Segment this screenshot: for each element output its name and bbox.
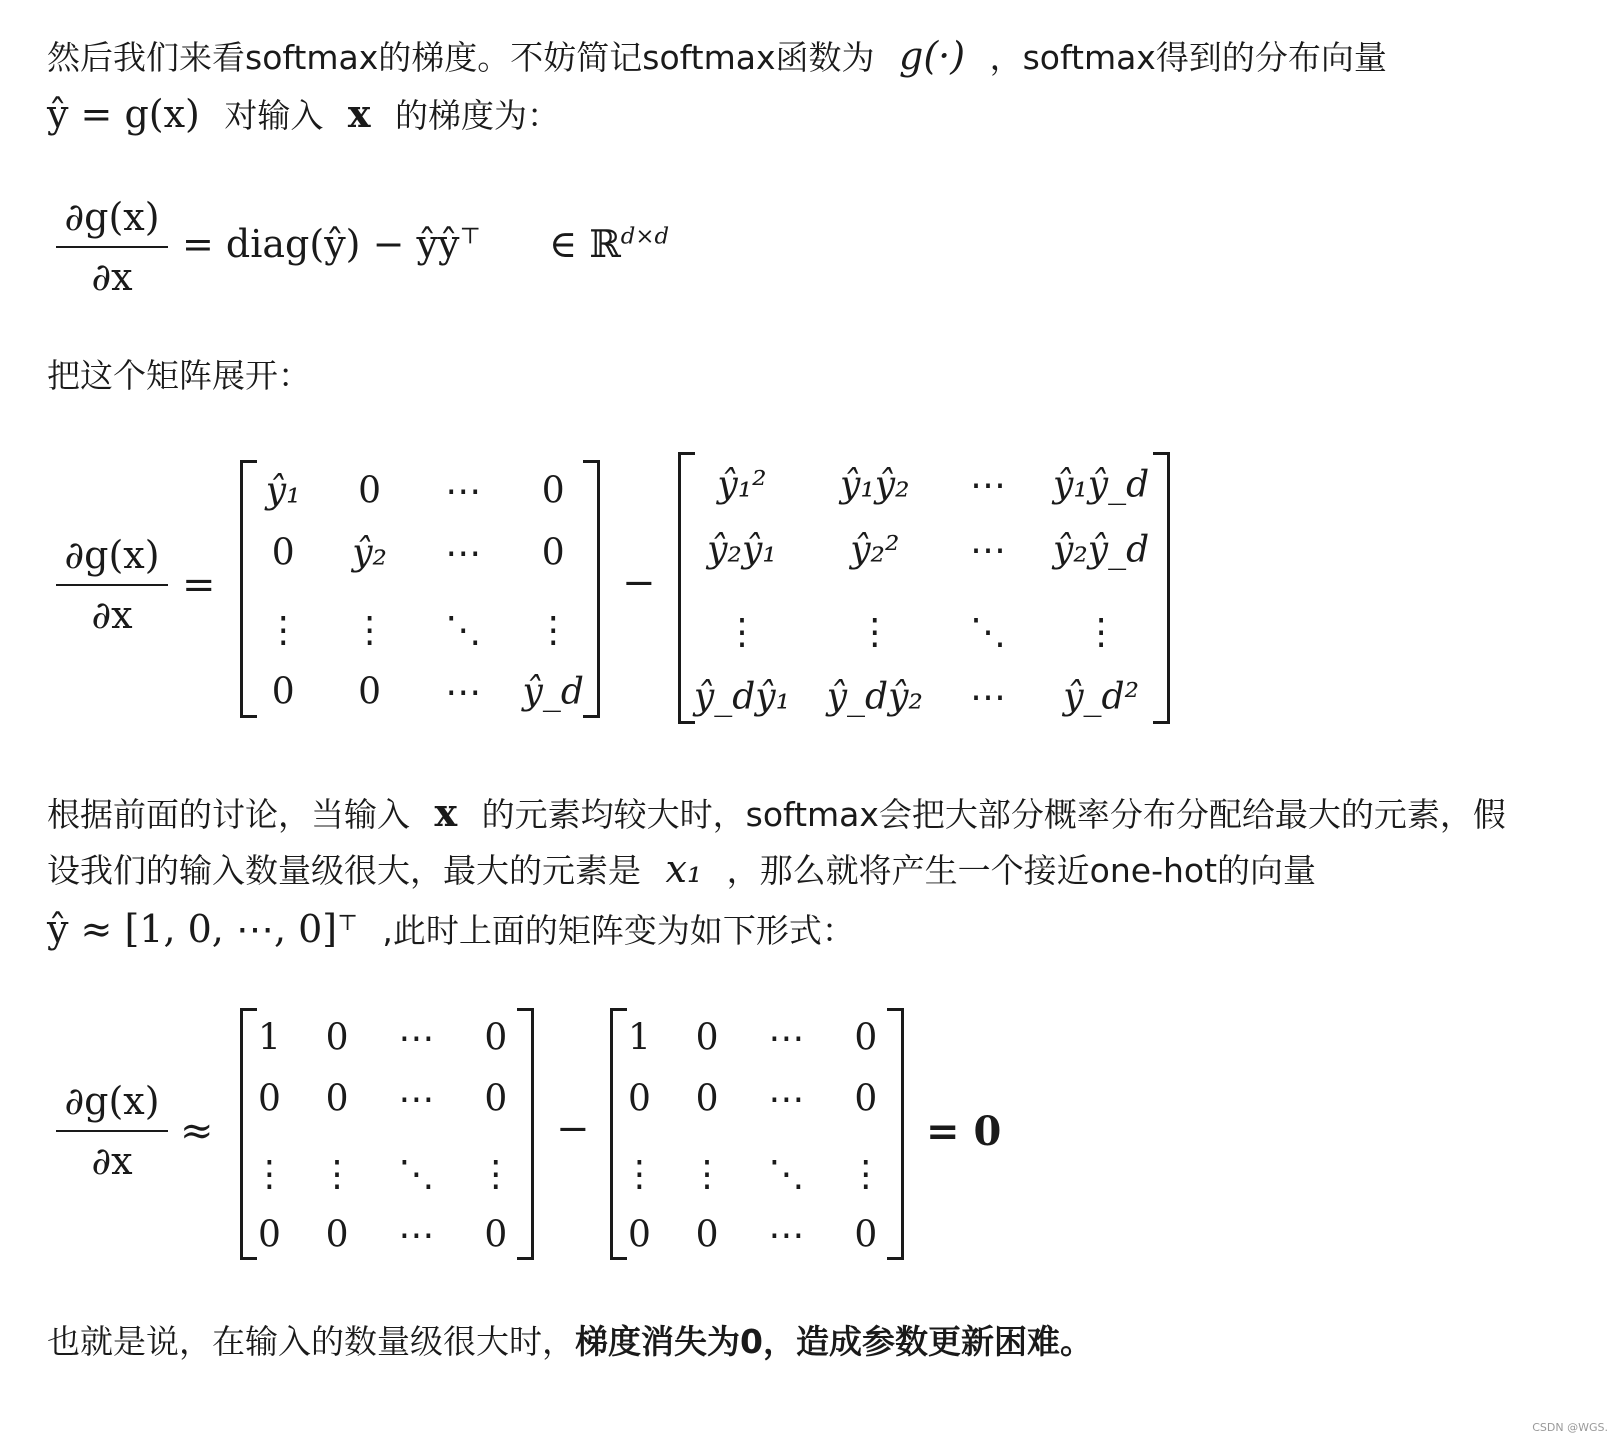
matrix-cell: ⋮ (621, 1153, 658, 1195)
conclusion-line (47, 1322, 1093, 1362)
matrix-cell: ⋮ (351, 609, 388, 651)
matrix-cell: 0 (627, 1214, 651, 1256)
matrix-cell: ⋱ (969, 611, 1006, 653)
matrix-cell: 0 (271, 671, 295, 713)
right-bracket (887, 1008, 904, 1260)
math-x1: x₁ (665, 847, 703, 891)
eq1-space: ∈ ℝ (548, 222, 621, 266)
fraction-bar (56, 246, 168, 248)
matrix-cell: ŷ_d² (1063, 676, 1140, 718)
matrix-cell: ⋯ (445, 470, 482, 512)
discussion-text: ,此时上面的矩阵变为如下形式： (382, 911, 855, 950)
eq1-space-dim: d×d (620, 223, 670, 250)
matrix-cell: ⋱ (768, 1153, 805, 1195)
matrix-cell: 0 (854, 1214, 878, 1256)
intro-text: 然后我们来看softmax的梯度。不妨简记softmax函数为 (47, 38, 875, 77)
matrix-cell: ⋱ (445, 609, 482, 651)
matrix-cell: ⋯ (768, 1078, 805, 1120)
matrix-cell: ⋯ (969, 676, 1006, 718)
eq3-minus: − (556, 1106, 590, 1152)
math-onehot: ŷ ≈ [1, 0, ⋯, 0] (47, 907, 338, 951)
eq3-denominator: ∂x (91, 1139, 133, 1183)
matrix-cell: 0 (541, 470, 565, 512)
eq1-rhs-text: = diag(ŷ) − ŷŷ (182, 222, 460, 266)
intro-text: ，softmax得到的分布向量 (989, 38, 1387, 77)
matrix-cell: ŷ₁ŷ₂ (840, 464, 910, 506)
matrix-cell: ŷ₂ (352, 532, 387, 574)
matrix-cell: ⋯ (768, 1214, 805, 1256)
matrix-cell: 0 (358, 470, 382, 512)
matrix-cell: 0 (257, 1214, 281, 1256)
eq1-rhs (182, 222, 669, 266)
matrix-cell: ŷ₂ŷ₁ (707, 529, 777, 571)
eq1-numerator: ∂g(x) (64, 195, 160, 239)
eq1-fraction (56, 192, 168, 302)
matrix-cell: 0 (627, 1078, 651, 1120)
eq2-numerator: ∂g(x) (64, 533, 160, 577)
matrix-cell: 0 (695, 1078, 719, 1120)
conclusion-text: 也就是说，在输入的数量级很大时， (47, 1322, 575, 1361)
matrix-cell: 0 (854, 1017, 878, 1059)
eq2-matrix-outer (678, 452, 1170, 724)
matrix-cell: ⋮ (1083, 611, 1120, 653)
intro-line-1 (47, 36, 1387, 78)
eq2-minus: − (622, 560, 656, 606)
matrix-cell: 1 (627, 1017, 651, 1059)
eq3-matrix-a (240, 1008, 534, 1260)
matrix-cell: ⋮ (723, 611, 760, 653)
matrix-cell: ⋯ (398, 1214, 435, 1256)
matrix-cell: ⋮ (856, 611, 893, 653)
discussion-text: ，那么就将产生一个接近one-hot的向量 (726, 851, 1317, 890)
intro-line-2 (47, 91, 561, 136)
matrix-cell: 0 (541, 532, 565, 574)
matrix-cell: 0 (484, 1214, 508, 1256)
matrix-cell: ⋮ (265, 609, 302, 651)
matrix-cell: 0 (271, 532, 295, 574)
matrix-cell: 0 (484, 1078, 508, 1120)
eq2-denominator: ∂x (91, 593, 133, 637)
matrix-cell: 0 (325, 1214, 349, 1256)
matrix-cell: ŷ_dŷ₂ (826, 676, 923, 718)
matrix-cell: ⋯ (398, 1078, 435, 1120)
transpose-symbol: ⊤ (459, 223, 481, 250)
discussion-line-2 (47, 849, 1316, 891)
matrix-cell: ⋮ (477, 1153, 514, 1195)
matrix-cell: 0 (484, 1017, 508, 1059)
matrix-cell: 0 (695, 1017, 719, 1059)
left-bracket (610, 1008, 627, 1260)
matrix-cell: ⋮ (689, 1153, 726, 1195)
matrix-cell: ŷ₁ŷ_d (1053, 464, 1150, 506)
matrix-cell: ⋮ (535, 609, 572, 651)
matrix-cell: ŷ_d (522, 671, 584, 713)
right-bracket (517, 1008, 534, 1260)
matrix-cell: ⋯ (768, 1017, 805, 1059)
math-yhat-eq-gx: ŷ = g(x) (47, 92, 200, 136)
eq2-matrix-diag (240, 460, 600, 718)
left-bracket (240, 460, 257, 718)
discussion-line-3 (47, 904, 855, 951)
watermark: CSDN @WGS. (1532, 1421, 1608, 1434)
eq3-fraction (56, 1076, 168, 1186)
matrix-cell: ŷ₂² (850, 529, 900, 571)
matrix-cell: 0 (695, 1214, 719, 1256)
matrix-cell: 0 (325, 1017, 349, 1059)
eq2-equals: = (182, 562, 216, 608)
matrix-cell: ⋯ (398, 1017, 435, 1059)
matrix-cell: ⋯ (445, 532, 482, 574)
matrix-cell: ŷ₁² (717, 464, 767, 506)
right-bracket (1153, 452, 1170, 724)
eq3-approx: ≈ (180, 1108, 214, 1154)
eq3-numerator: ∂g(x) (64, 1079, 160, 1123)
conclusion-bold-text: 梯度消失为0，造成参数更新困难。 (575, 1322, 1093, 1361)
matrix-cell: ŷ₂ŷ_d (1053, 529, 1150, 571)
eq3-result-zero: = 0 (926, 1108, 1002, 1155)
math-x: x (434, 790, 458, 835)
matrix-cell: ⋮ (847, 1153, 884, 1195)
matrix-cell: ⋱ (398, 1153, 435, 1195)
intro-text: 对输入 (224, 96, 324, 135)
fraction-bar (56, 1130, 168, 1132)
matrix-cell: ⋮ (319, 1153, 356, 1195)
eq1-denominator: ∂x (91, 255, 133, 299)
discussion-text: 设我们的输入数量级很大，最大的元素是 (47, 851, 641, 890)
matrix-cell: ⋯ (969, 529, 1006, 571)
math-g-dot: g(·) (899, 34, 966, 78)
matrix-cell: ⋯ (969, 464, 1006, 506)
left-bracket (678, 452, 695, 724)
discussion-text: 的元素均较大时，softmax会把大部分概率分布分配给最大的元素，假 (481, 795, 1506, 834)
right-bracket (583, 460, 600, 718)
matrix-cell: 0 (325, 1078, 349, 1120)
matrix-cell: 0 (358, 671, 382, 713)
math-x: x (347, 91, 371, 136)
matrix-cell: 0 (854, 1078, 878, 1120)
eq2-fraction (56, 530, 168, 640)
matrix-cell: 1 (257, 1017, 281, 1059)
eq3-matrix-b (610, 1008, 904, 1260)
discussion-line-1 (47, 790, 1506, 835)
expand-label: 把这个矩阵展开： (47, 356, 311, 395)
discussion-text: 根据前面的讨论，当输入 (47, 795, 410, 834)
matrix-cell: ŷ_dŷ₁ (693, 676, 791, 718)
fraction-bar (56, 584, 168, 586)
intro-text: 的梯度为： (395, 96, 561, 135)
left-bracket (240, 1008, 257, 1260)
matrix-cell: 0 (257, 1078, 281, 1120)
matrix-cell: ŷ₁ (265, 470, 301, 512)
matrix-cell: ⋯ (445, 671, 482, 713)
matrix-cell: ⋮ (251, 1153, 288, 1195)
transpose-symbol: ⊤ (337, 911, 358, 936)
